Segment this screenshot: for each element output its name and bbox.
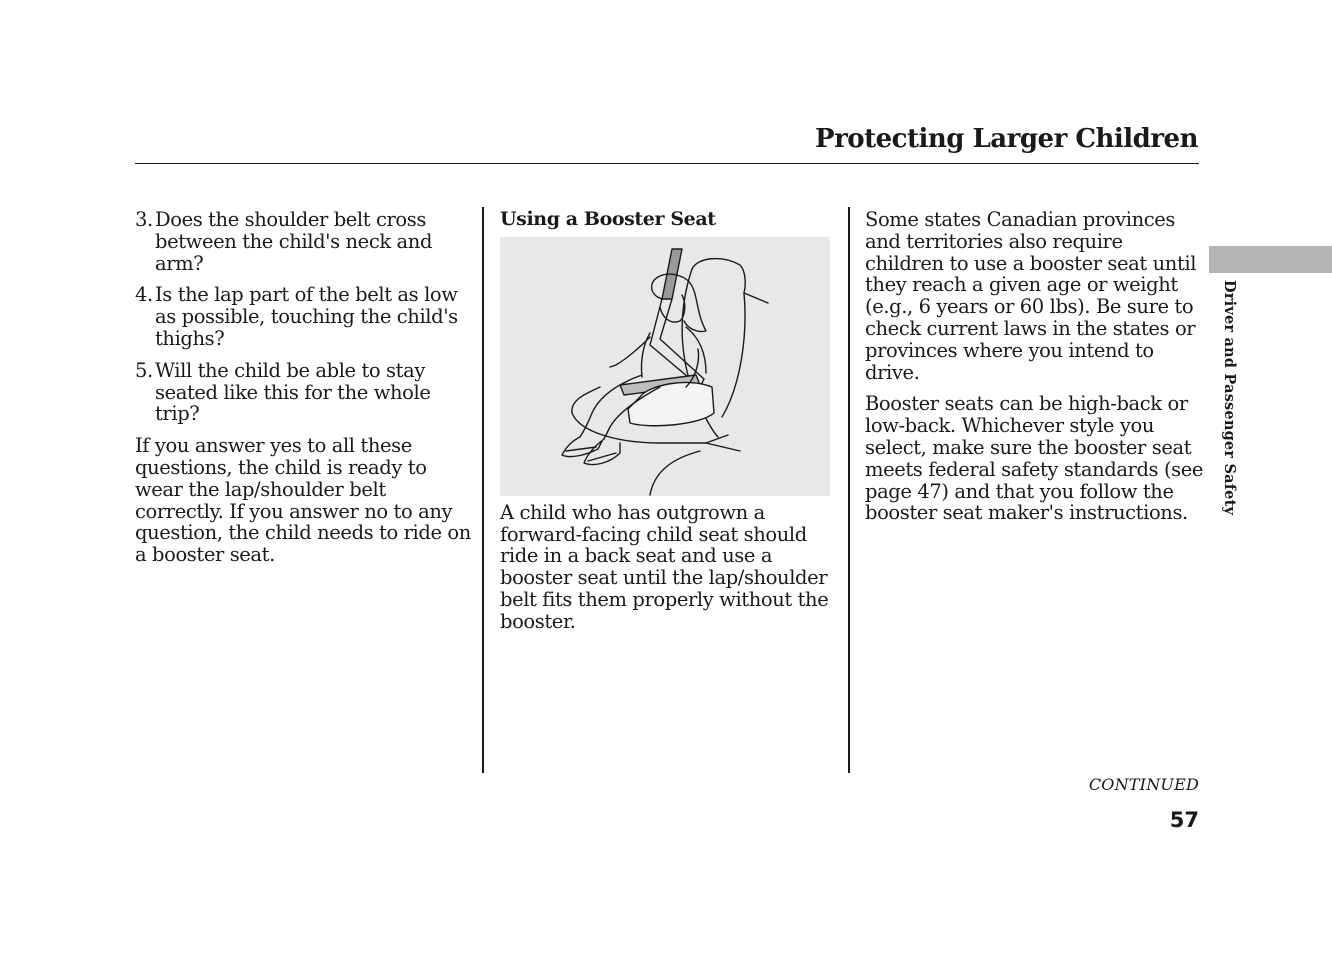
list-item-number: 5. xyxy=(135,358,153,382)
body-paragraph: If you answer yes to all these questions, the child is ready to wear the lap/shoulder belt correctly. If you answer no to any question, the child needs to ride on a booster seat. xyxy=(135,434,471,567)
list-item-number: 4. xyxy=(135,283,153,307)
column-divider xyxy=(482,207,484,773)
list-item-text: Is the lap part of the belt as low as possible, touching the child's thighs? xyxy=(155,283,458,350)
page-title: Protecting Larger Children xyxy=(815,124,1198,154)
section-tab xyxy=(1209,246,1332,273)
section-heading: Using a Booster Seat xyxy=(500,208,716,230)
column-2 xyxy=(500,209,836,643)
header-rule xyxy=(135,163,1199,164)
list-item-number: 3. xyxy=(135,208,153,231)
list-item-text: Does the shoulder belt cross between the child's neck and arm? xyxy=(155,208,433,275)
body-paragraph: Booster seats can be high-back or low-back. Whichever style you select, make sure the booster seat meets federal safety standards (see page 47) and that you follow the booster seat maker's instructions. xyxy=(865,392,1204,525)
list-item xyxy=(135,284,475,349)
section-tab-label: Driver and Passenger Safety xyxy=(1221,280,1238,516)
page-number: 57 xyxy=(1169,808,1199,832)
list-item-text: Will the child be able to stay seated like this for the whole trip? xyxy=(155,358,431,426)
column-divider xyxy=(848,207,850,773)
continued-label: CONTINUED xyxy=(1088,775,1199,794)
list-item xyxy=(135,209,475,274)
body-paragraph: A child who has outgrown a forward-facing child seat should ride in a back seat and use a booster seat until the lap/shoulder belt fits them properly without the booster. xyxy=(500,500,829,633)
question-list xyxy=(135,209,475,425)
body-paragraph: Some states Canadian provinces and territories also require children to use a booster seat until they reach a given age or weight (e.g., 6 years or 60 lbs). Be sure to check current laws in the states or provinces where you intend to drive. xyxy=(865,208,1197,384)
column-1 xyxy=(135,209,475,576)
list-item xyxy=(135,360,475,425)
booster-seat-illustration xyxy=(500,237,830,496)
column-3 xyxy=(865,209,1205,534)
